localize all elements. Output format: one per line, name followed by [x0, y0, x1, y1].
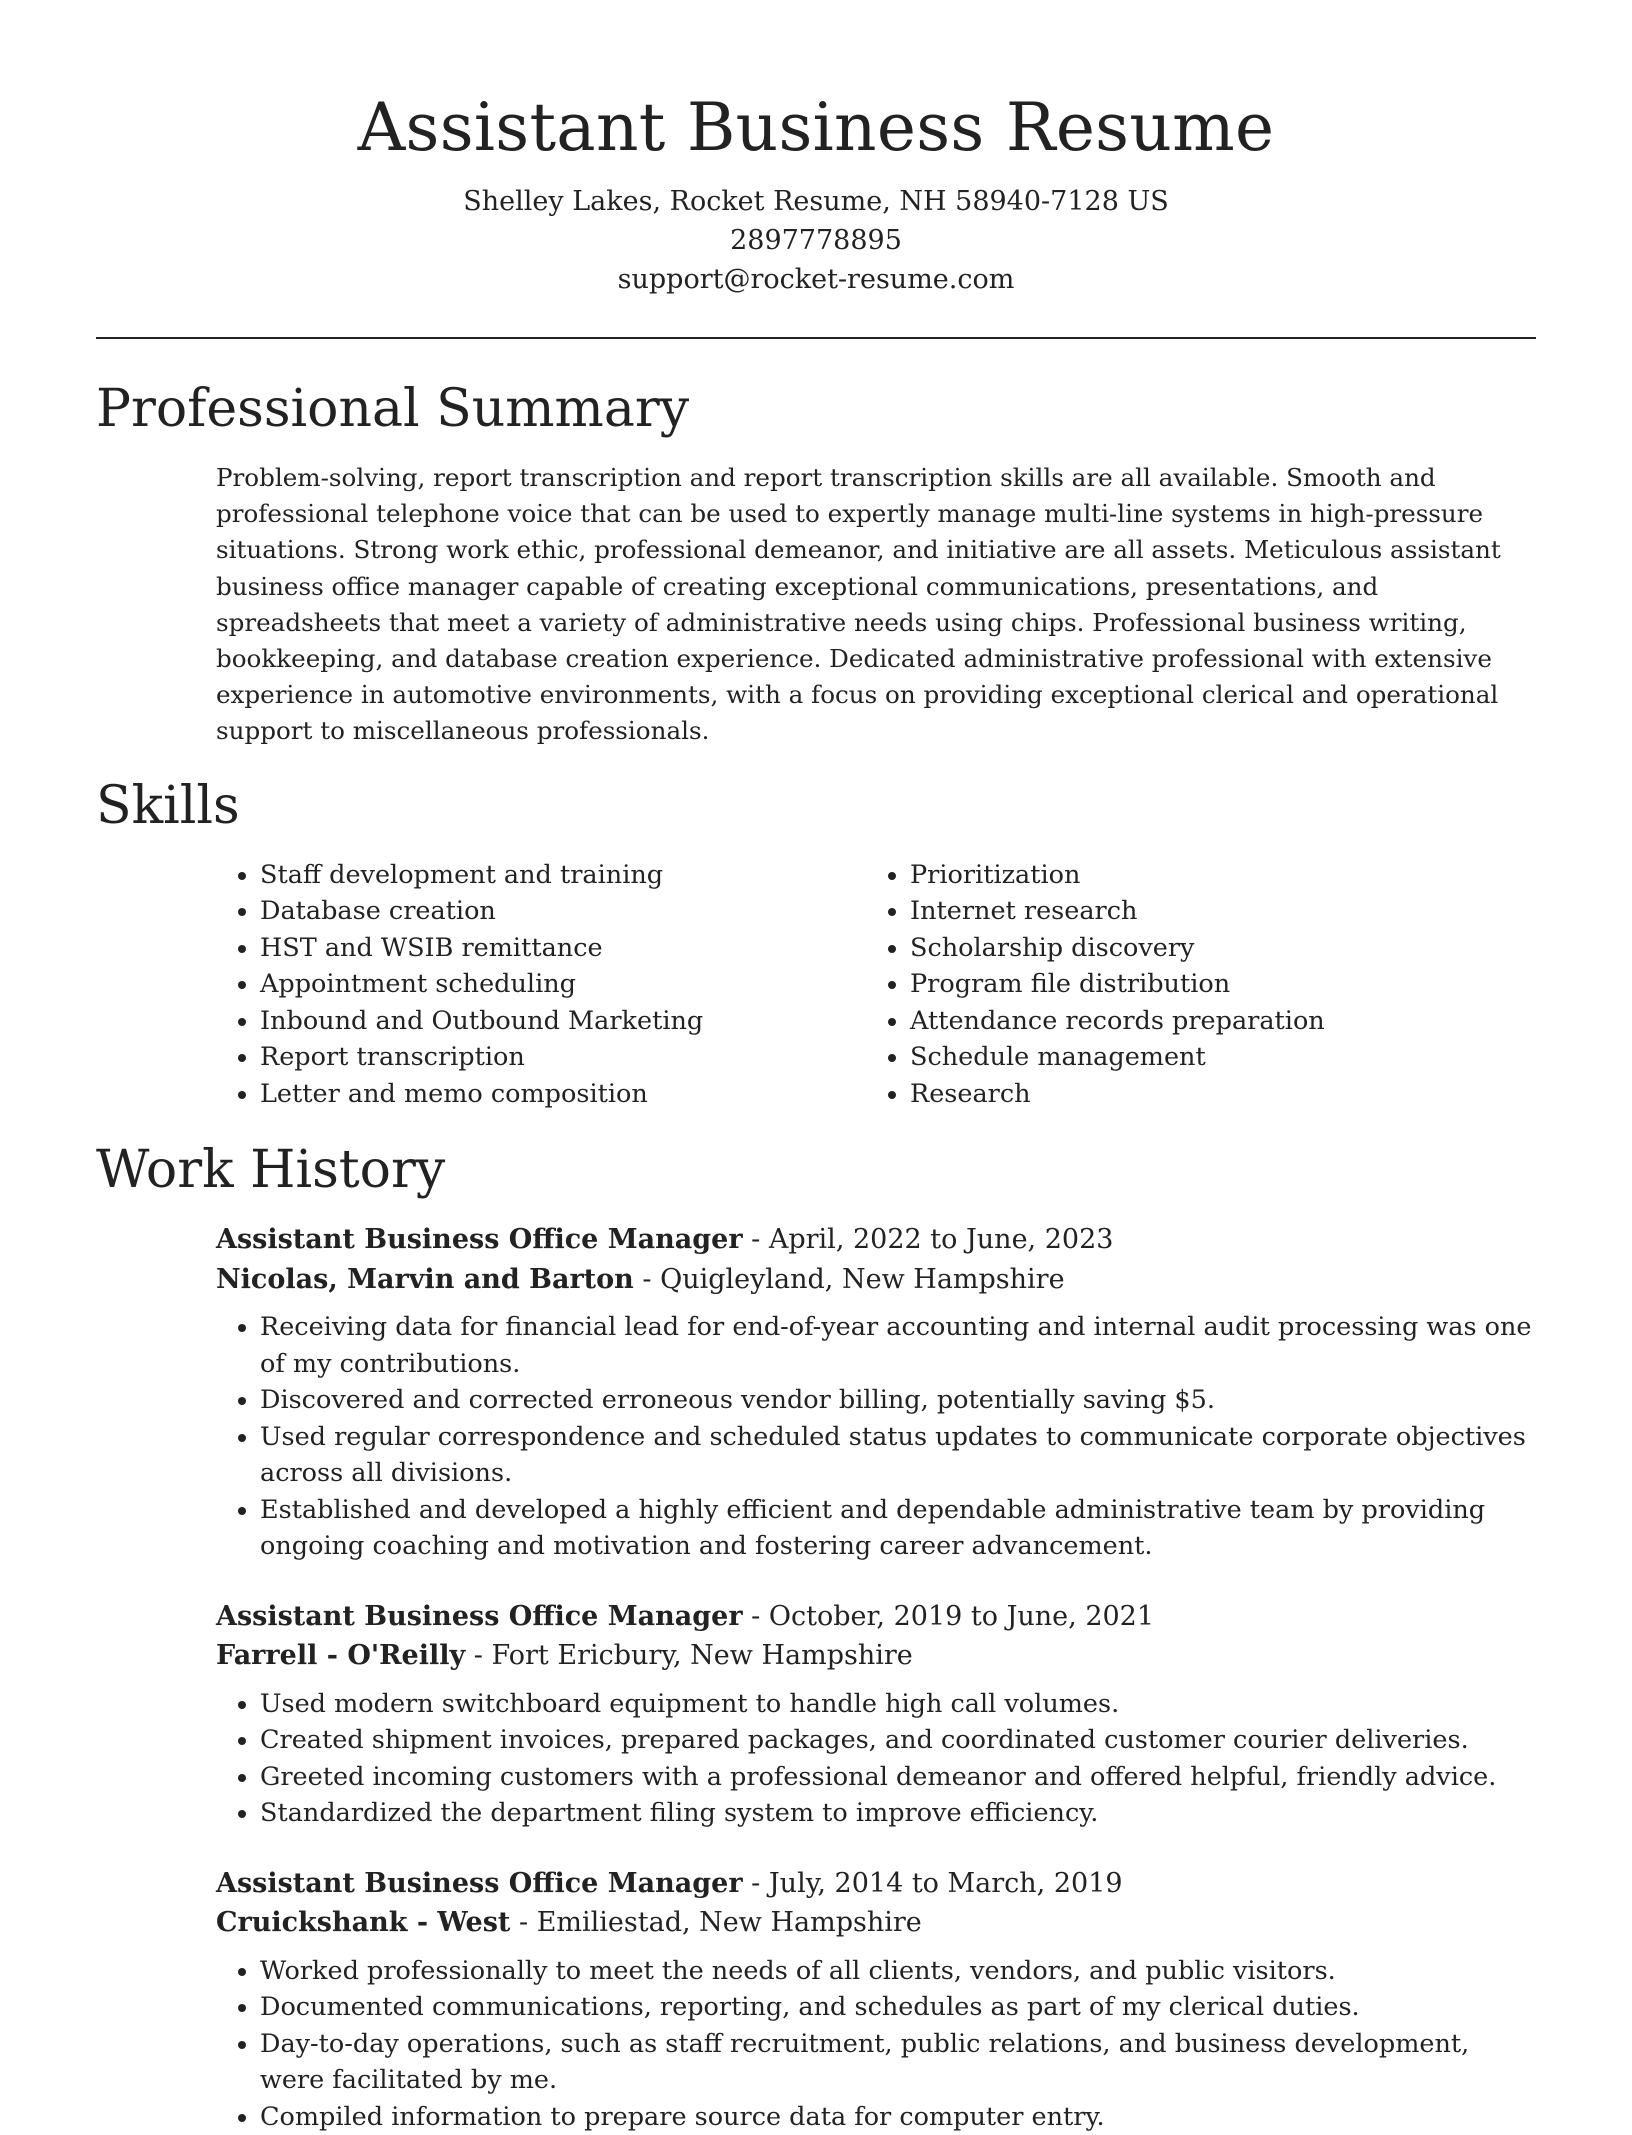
skill-item: • Report transcription: [260, 1039, 866, 1076]
job-bullet: • Created shipment invoices, prepared packages, and coordinated customer courier deliveries.: [260, 1722, 1536, 1759]
skill-item: • Research: [910, 1076, 1510, 1113]
job-bullet-list: [216, 1309, 1536, 1565]
separator: -: [751, 1600, 769, 1632]
skill-item: • Scholarship discovery: [910, 930, 1510, 967]
job-bullet: • Established and developed a highly efficient and dependable administrative team by providing ongoing coaching and motivation and fostering career advancement.: [260, 1492, 1536, 1565]
skill-item: • Schedule management: [910, 1039, 1510, 1076]
job-bullet: • Compiled information to prepare source data for computer entry.: [260, 2099, 1536, 2135]
job-bullet: • Used modern switchboard equipment to handle high call volumes.: [260, 1686, 1536, 1723]
separator: -: [642, 1263, 661, 1295]
job-company: Cruickshank - West: [216, 1907, 511, 1939]
job-bullet-list: [216, 1953, 1536, 2135]
job-entry: [216, 1220, 1536, 1565]
separator: -: [751, 1867, 769, 1899]
summary-section: [96, 373, 1536, 750]
job-bullet: • Day-to-day operations, such as staff recruitment, public relations, and business development, were facilitated by me.: [260, 2026, 1536, 2099]
job-entry: [216, 1597, 1536, 1832]
job-company-line: [216, 1903, 1536, 1943]
skill-item: • Program file distribution: [910, 966, 1510, 1003]
header-divider: [96, 337, 1536, 339]
skill-item: • Prioritization: [910, 857, 1510, 894]
job-bullet: • Used regular correspondence and scheduled status updates to communicate corporate objectives across all divisions.: [260, 1419, 1536, 1492]
job-company-line: [216, 1636, 1536, 1676]
job-title-line: [216, 1220, 1536, 1260]
skill-item: • Internet research: [910, 893, 1510, 930]
skill-item: • Appointment scheduling: [260, 966, 866, 1003]
job-bullet: • Worked professionally to meet the needs of all clients, vendors, and public visitors.: [260, 1953, 1536, 1990]
skills-grid: [216, 857, 1536, 1113]
skill-item: • Letter and memo composition: [260, 1076, 866, 1113]
job-bullet: • Standardized the department filing system to improve efficiency.: [260, 1795, 1536, 1832]
job-bullet: • Documented communications, reporting, and schedules as part of my clerical duties.: [260, 1989, 1536, 2026]
job-dates: October, 2019 to June, 2021: [768, 1600, 1155, 1632]
job-dates: April, 2022 to June, 2023: [768, 1224, 1114, 1256]
skill-item: • Inbound and Outbound Marketing: [260, 1003, 866, 1040]
job-location: Emiliestad, New Hampshire: [536, 1907, 922, 1939]
skills-section: [96, 770, 1536, 1113]
job-title: Assistant Business Office Manager: [216, 1867, 743, 1899]
skill-item: • Database creation: [260, 893, 866, 930]
job-title: Assistant Business Office Manager: [216, 1224, 743, 1256]
work-history-heading: Work History: [96, 1140, 446, 1201]
skills-column-right: [866, 857, 1510, 1113]
job-location: Quigleyland, New Hampshire: [660, 1263, 1065, 1295]
separator: -: [751, 1224, 769, 1256]
contact-address: Shelley Lakes, Rocket Resume, NH 58940-7128 US: [463, 186, 1169, 217]
resume-title: Assistant Business Resume: [357, 89, 1275, 166]
summary-heading: Professional Summary: [96, 379, 690, 439]
job-title: Assistant Business Office Manager: [216, 1600, 743, 1632]
contact-phone: 2897778895: [730, 225, 902, 256]
job-bullet: • Discovered and corrected erroneous vendor billing, potentially saving $5.: [260, 1382, 1536, 1419]
skill-item: • HST and WSIB remittance: [260, 930, 866, 967]
separator: -: [473, 1640, 492, 1672]
job-location: Fort Ericbury, New Hampshire: [491, 1640, 913, 1672]
job-title-line: [216, 1864, 1536, 1904]
skill-item: • Staff development and training: [260, 857, 866, 894]
job-bullet-list: [216, 1686, 1536, 1832]
work-history-section: [96, 1134, 1536, 2135]
job-title-line: [216, 1597, 1536, 1637]
contact-email: support@rocket-resume.com: [617, 264, 1015, 295]
separator: -: [518, 1907, 537, 1939]
job-dates: July, 2014 to March, 2019: [768, 1867, 1123, 1899]
job-bullet: • Receiving data for financial lead for end-of-year accounting and internal audit processing was one of my contributions.: [260, 1309, 1536, 1382]
job-company-line: [216, 1260, 1536, 1300]
skills-column-left: [216, 857, 866, 1113]
job-company: Farrell - O'Reilly: [216, 1640, 466, 1672]
job-company: Nicolas, Marvin and Barton: [216, 1263, 634, 1295]
skills-heading: Skills: [96, 775, 240, 836]
resume-page: [96, 0, 1536, 2135]
skill-item: • Attendance records preparation: [910, 1003, 1510, 1040]
summary-text: Problem-solving, report transcription and report transcription skills are all available. Smooth and professional telephone voice that can be used to expertly manage multi-line systems in high-pressure situations. Strong work ethic, professional demeanor, and initiative are all assets. Meticulous assistant business office manager capable of creating exceptional communications, presentations, and spreadsheets that meet a variety of administrative needs using chips. Professional business writing, bookkeeping, and database creation experience. Dedicated administrative professional with extensive experience in automotive environments, with a focus on providing exceptional clerical and operational support to miscellaneous professionals.: [216, 463, 1501, 746]
job-entry: [216, 1864, 1536, 2135]
contact-info: [96, 182, 1536, 299]
job-bullet: • Greeted incoming customers with a professional demeanor and offered helpful, friendly advice.: [260, 1759, 1536, 1796]
